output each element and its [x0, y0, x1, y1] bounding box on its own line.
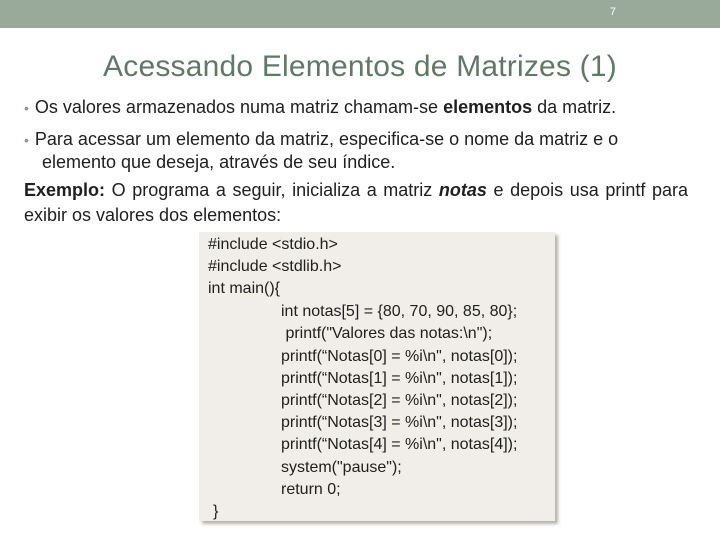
example-paragraph [24, 178, 688, 228]
example-label: Exemplo: [24, 180, 106, 200]
code-line: int notas[5] = {80, 70, 90, 85, 80}; [281, 303, 518, 320]
slide-title: Acessando Elementos de Matrizes (1) [103, 50, 617, 83]
bullet-continuation: elemento que deseja, através de seu índice. [42, 152, 396, 172]
bullet-item [24, 97, 616, 118]
bullet-item [24, 129, 618, 150]
bullet-text: da matriz. [532, 97, 617, 117]
bullet-dot-icon: • [24, 100, 29, 116]
code-line: printf(“Notas[2] = %i\n", notas[2]); [281, 392, 518, 409]
code-line: #include <stdio.h> [208, 236, 338, 253]
example-text: e depois usa printf para exibir os valores dos elementos: [24, 180, 688, 225]
bullet-text: Os valores armazenados numa matriz chamam-se [34, 97, 444, 117]
code-line: printf(“Notas[1] = %i\n", notas[1]); [281, 370, 518, 387]
page-number: 7 [609, 6, 616, 18]
code-line: system("pause"); [281, 459, 402, 476]
code-line: printf("Valores das notas:\n"); [281, 325, 493, 342]
bullet-dot-icon: • [24, 132, 29, 148]
code-block [199, 232, 555, 521]
code-line: printf(“Notas[4] = %i\n", notas[4]); [281, 436, 518, 453]
bullet-text: Para acessar um elemento da matriz, especifica-se o nome da matriz e o [34, 129, 619, 149]
code-line: printf(“Notas[3] = %i\n", notas[3]); [281, 414, 518, 431]
example-emphasis: notas [438, 180, 487, 200]
code-line: } [213, 503, 219, 520]
code-line: int main(){ [208, 280, 281, 297]
example-text: O programa a seguir, inicializa a matriz [105, 180, 439, 200]
code-line: printf(“Notas[0] = %i\n", notas[0]); [281, 348, 518, 365]
top-bar [0, 0, 720, 28]
bullet-bold-term: elementos [443, 97, 533, 117]
code-line: return 0; [281, 481, 341, 498]
code-line: #include <stdlib.h> [208, 258, 342, 275]
